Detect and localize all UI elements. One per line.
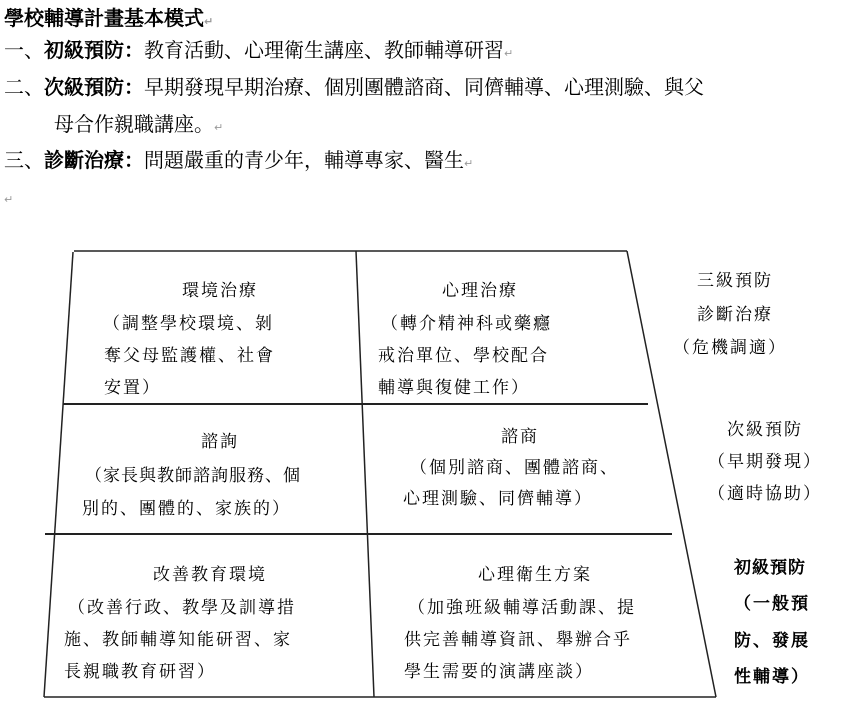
cell-text: 學生需要的演講座談）: [404, 662, 594, 682]
level-primary-label: 初級預防: [734, 558, 806, 578]
level-primary-label: 性輔導）: [734, 667, 810, 687]
list-item-tertiary: 三、診斷治療：問題嚴重的青少年，輔導專家、醫生↵: [4, 148, 474, 172]
level-tertiary-label: 三級預防: [697, 271, 773, 291]
cell-title: 諮商: [501, 427, 539, 447]
cell-text: （轉介精神科或藥癮: [381, 314, 552, 334]
document-title: 學校輔導計畫基本模式↵: [4, 6, 214, 30]
cell-title: 諮詢: [201, 432, 239, 452]
level-secondary-label: （適時協助）: [708, 484, 822, 504]
paragraph-mark: ↵: [4, 193, 14, 206]
cell-text: （調整學校環境、剝: [103, 314, 274, 334]
cell-text: 輔導與復健工作）: [378, 378, 530, 398]
list-item-secondary: 二、次級預防：早期發現早期治療、個別團體諮商、同儕輔導、心理測驗、與父: [4, 75, 704, 99]
middle-divider: [356, 251, 374, 697]
cell-text: 安置）: [104, 378, 161, 398]
cell-title: 改善教育環境: [153, 565, 267, 585]
cell-text: （個別諮商、團體諮商、: [410, 458, 619, 478]
cell-text: 長親職教育研習）: [64, 662, 216, 682]
cell-title: 心理治療: [442, 281, 518, 301]
cell-text: 心理測驗、同儕輔導）: [403, 489, 593, 509]
level-tertiary-label: （危機調適）: [673, 338, 787, 358]
cell-text: 戒治單位、學校配合: [378, 346, 549, 366]
level-primary-label: 防、發展: [734, 631, 810, 651]
cell-title: 心理衛生方案: [478, 565, 592, 585]
cell-text: 別的、團體的、家族的）: [82, 499, 291, 519]
list-item-secondary-cont: 母合作親職講座。↵: [54, 112, 224, 136]
list-item-primary: 一、初級預防：教育活動、心理衛生講座、教師輔導研習↵: [4, 38, 514, 62]
cell-text: 奪父母監護權、社會: [104, 346, 275, 366]
level-tertiary-label: 診斷治療: [697, 305, 773, 325]
level-secondary-label: （早期發現）: [708, 452, 822, 472]
cell-text: （家長與教師諮詢服務、個: [85, 466, 301, 486]
level-primary-label: （一般預: [734, 594, 810, 614]
cell-title: 環境治療: [182, 281, 258, 301]
cell-text: 供完善輔導資訊、舉辦合乎: [404, 630, 632, 650]
cell-text: （加強班級輔導活動課、提: [408, 598, 636, 618]
cell-text: 施、教師輔導知能研習、家: [64, 630, 292, 650]
level-secondary-label: 次級預防: [727, 420, 803, 440]
cell-text: （改善行政、教學及訓導措: [68, 598, 296, 618]
